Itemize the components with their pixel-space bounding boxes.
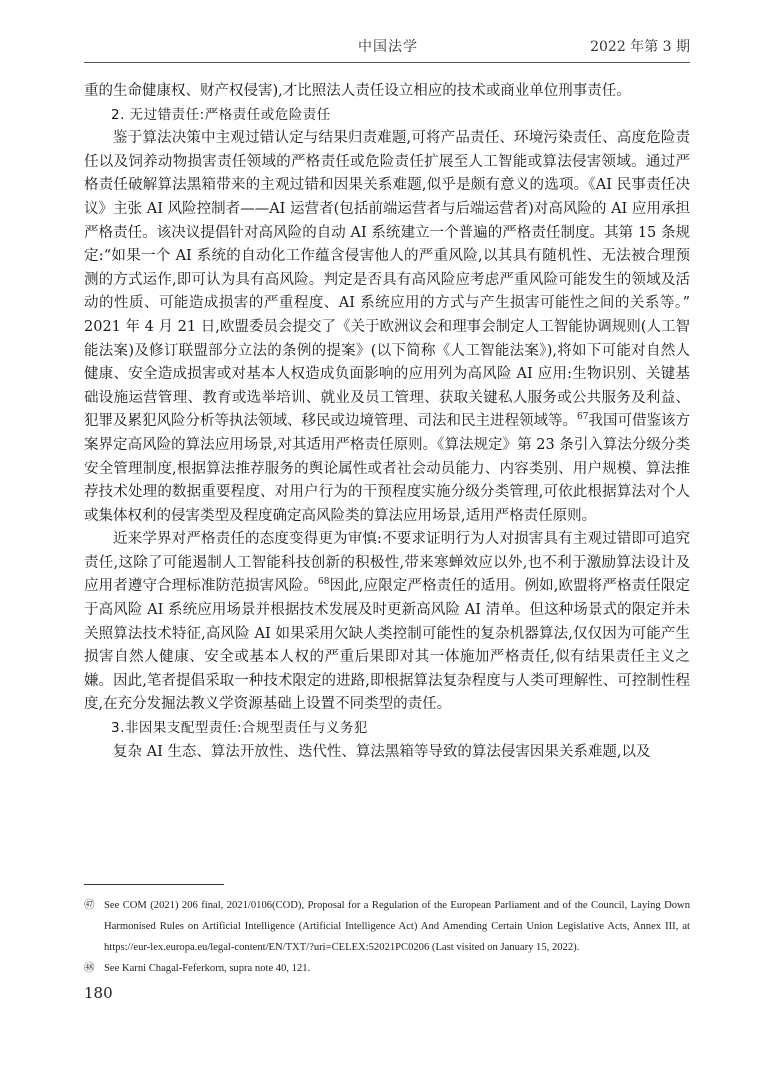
paragraph-causation: 复杂 AI 生态、算法开放性、迭代性、算法黑箱等导致的算法侵害因果关系难题,以及: [113, 743, 651, 760]
page-number: 180: [84, 984, 113, 1002]
paragraph-text: 近来学界对严格责任的态度变得更为审慎:不要求证明行为人对损害具有主观过错即可追究责任,这除了可能遏制人工智能科技创新的积极性,带来寒蝉效应以外,也不利于激励算法设计及应用者遵守合理标准防范损害风险。: [84, 531, 690, 595]
issue-label: 2022 年第 3 期: [590, 39, 690, 55]
footnote-ref-68[interactable]: 68: [318, 577, 330, 588]
section-heading-strict-liability: 2. 无过错责任:严格责任或危险责任: [111, 106, 331, 123]
journal-title: 中国法学: [358, 39, 418, 55]
paragraph-text: 鉴于算法决策中主观过错认定与结果归责难题,可将产品责任、环境污染责任、高度危险责任以及饲养动物损害责任领域的严格责任或危险责任扩展至人工智能或算法侵害领域。通过严格责任破解算法黑箱带来的主观过错和因果关系难题,似乎是颇有意义的选项。《AI 民事责任决议》主张 AI 风险控制者——AI 运营者(包括前端运营者与后端运营者)对高风险的 AI 应用承担严格责任。该决议提倡针对高风险的自动 AI 系统建立一个普遍的严格责任制度。其第 15 条规定:“如果一个 AI 系统的自动化工作蕴含侵害他人的严重风险,以其具有随机性、无法被合理预测的方式运作,即可认为具有高风险。判定是否具有高风险应考虑严重风险可能发生的领域及活动的性质、可能造成损害的严重程度、AI 系统应用的方式与产生损害可能性之间的关系等。” 2021 年 4 月 21 日,欧盟委员会提交了《关于欧洲议会和理事会制定人工智能协调规则(人工智能法案)及修订联盟部分立法的条例的提案》(以下简称《人工智能法案》),将如下可能对自然人健康、安全造成损害或对基本人权造成负面影响的应用列为高风险 AI 应用:生物识别、关键基础设施运营管理、教育或选举培训、就业及员工管理、获取关键私人服务或公共服务及利益、犯罪及累犯风险分析等执法领域、移民或边境管理、司法和民主进程领域等。: [84, 130, 690, 430]
footnote-ref-67[interactable]: 67: [577, 412, 589, 423]
section-heading-non-causal-liability: 3.非因果支配型责任:合规型责任与义务犯: [111, 720, 368, 737]
footnote-text: See Karni Chagal-Feferkorn, supra note 40, 121.: [104, 963, 311, 974]
paragraph-caution: [84, 528, 690, 717]
footnote-number: ㊽: [84, 963, 95, 974]
footnote-text: See COM (2021) 206 final, 2021/0106(COD), Proposal for a Regulation of the European Parliament and of the Council, Laying Down Harmonised Rules on Artificial Intelligence (Artificial Intelligence Act) And Amending Certain Union Legislative Acts, Annex III, at https://eur-lex.europa.eu/legal-content/EN/TXT/?uri=CELEX:52021PC0206 (Last visited on January 15, 2022).: [104, 900, 690, 953]
main-text: [84, 80, 690, 764]
paragraph-text: 因此,应限定严格责任的适用。例如,欧盟将严格责任限定于高风险 AI 系统应用场景并根据技术发展及时更新高风险 AI 清单。但这种场景式的限定并未关照算法技术特征,高风险 AI 如果采用欠缺人类控制可能性的复杂机器算法,仅仅因为可能产生损害自然人健康、安全或基本人权的严重后果即对其一体施加严格责任,似有结果责任主义之嫌。因此,笔者提倡采取一种技术限定的进路,即根据算法复杂程度与人类可理解性、可控制性程度,在充分发掘法教义学资源基础上设置不同类型的责任。: [84, 578, 690, 713]
footnote-rule: [84, 884, 224, 885]
paragraph-strict-liability: [84, 127, 690, 528]
header-rule: [84, 62, 690, 63]
footnote-68: [84, 958, 690, 979]
running-header: [84, 34, 690, 56]
footnotes: [84, 895, 690, 979]
footnote-number: ㊼: [84, 900, 95, 911]
paragraph-text: 我国可借鉴该方案界定高风险的算法应用场景,对其适用严格责任原则。《算法规定》第 23 条引入算法分级分类安全管理制度,根据算法推荐服务的舆论属性或者社会动员能力、内容类别、用户规模、算法推荐技术处理的数据重要程度、对用户行为的干预程度实施分级分类管理,可依此根据算法对个人或集体权利的侵害类型及程度确定高风险类的算法应用场景,适用严格责任原则。: [84, 413, 691, 524]
paragraph-continuation: 重的生命健康权、财产权侵害),才比照法人责任设立相应的技术或商业单位刑事责任。: [84, 83, 631, 99]
footnote-67: [84, 895, 690, 958]
